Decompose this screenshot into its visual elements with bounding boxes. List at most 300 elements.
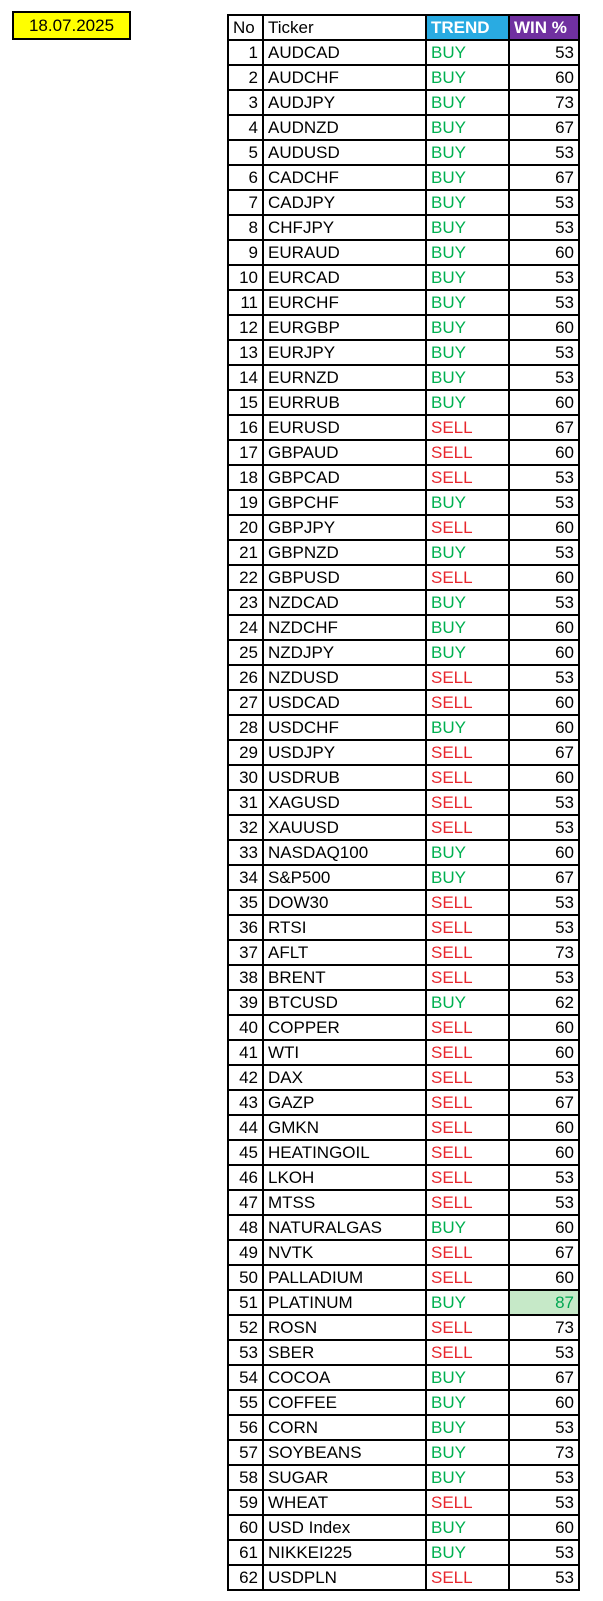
cell-win: 53 — [509, 1565, 579, 1590]
table-row — [228, 490, 579, 515]
cell-win: 73 — [509, 1315, 579, 1340]
cell-win: 62 — [509, 990, 579, 1015]
cell-win: 67 — [509, 415, 579, 440]
cell-win: 73 — [509, 1440, 579, 1465]
cell-win: 53 — [509, 1165, 579, 1190]
cell-trend: BUY — [426, 340, 509, 365]
cell-trend: BUY — [426, 1440, 509, 1465]
cell-no: 44 — [228, 1115, 263, 1140]
cell-trend: BUY — [426, 1540, 509, 1565]
cell-no: 32 — [228, 815, 263, 840]
cell-ticker: CORN — [263, 1415, 426, 1440]
cell-trend: SELL — [426, 1190, 509, 1215]
table-row — [228, 1490, 579, 1515]
cell-trend: BUY — [426, 540, 509, 565]
cell-no: 33 — [228, 840, 263, 865]
cell-trend: BUY — [426, 90, 509, 115]
cell-win: 60 — [509, 515, 579, 540]
table-row — [228, 240, 579, 265]
table-row — [228, 590, 579, 615]
cell-win: 53 — [509, 1190, 579, 1215]
cell-ticker: NATURALGAS — [263, 1215, 426, 1240]
cell-trend: BUY — [426, 65, 509, 90]
column-header-no: No — [228, 15, 263, 40]
cell-ticker: CADCHF — [263, 165, 426, 190]
cell-win: 53 — [509, 665, 579, 690]
cell-ticker: MTSS — [263, 1190, 426, 1215]
table-row — [228, 1290, 579, 1315]
cell-ticker: AUDJPY — [263, 90, 426, 115]
cell-no: 6 — [228, 165, 263, 190]
cell-no: 40 — [228, 1015, 263, 1040]
table-row — [228, 515, 579, 540]
cell-ticker: GBPCHF — [263, 490, 426, 515]
cell-win: 60 — [509, 1265, 579, 1290]
cell-no: 10 — [228, 265, 263, 290]
table-row — [228, 265, 579, 290]
cell-trend: SELL — [426, 515, 509, 540]
cell-trend: SELL — [426, 1040, 509, 1065]
cell-ticker: NZDCHF — [263, 615, 426, 640]
cell-no: 17 — [228, 440, 263, 465]
cell-no: 45 — [228, 1140, 263, 1165]
table-row — [228, 940, 579, 965]
table-row — [228, 1240, 579, 1265]
cell-win: 60 — [509, 1215, 579, 1240]
cell-no: 42 — [228, 1065, 263, 1090]
cell-trend: BUY — [426, 840, 509, 865]
cell-ticker: EURCHF — [263, 290, 426, 315]
cell-win: 60 — [509, 390, 579, 415]
cell-win: 53 — [509, 365, 579, 390]
cell-ticker: NIKKEI225 — [263, 1540, 426, 1565]
cell-no: 47 — [228, 1190, 263, 1215]
cell-no: 14 — [228, 365, 263, 390]
cell-ticker: COPPER — [263, 1015, 426, 1040]
table-row — [228, 565, 579, 590]
cell-trend: BUY — [426, 490, 509, 515]
cell-no: 34 — [228, 865, 263, 890]
table-row — [228, 1115, 579, 1140]
cell-no: 36 — [228, 915, 263, 940]
cell-win: 53 — [509, 1465, 579, 1490]
cell-trend: BUY — [426, 240, 509, 265]
cell-ticker: LKOH — [263, 1165, 426, 1190]
table-row — [228, 665, 579, 690]
cell-win: 60 — [509, 440, 579, 465]
cell-trend: SELL — [426, 1240, 509, 1265]
cell-trend: SELL — [426, 1090, 509, 1115]
cell-ticker: WTI — [263, 1040, 426, 1065]
cell-ticker: AUDCAD — [263, 40, 426, 65]
cell-trend: SELL — [426, 765, 509, 790]
table-row — [228, 840, 579, 865]
cell-win: 53 — [509, 340, 579, 365]
cell-trend: SELL — [426, 690, 509, 715]
cell-win: 53 — [509, 890, 579, 915]
cell-trend: BUY — [426, 715, 509, 740]
cell-win: 87 — [509, 1290, 579, 1315]
cell-ticker: GBPAUD — [263, 440, 426, 465]
cell-trend: BUY — [426, 1515, 509, 1540]
cell-ticker: EURGBP — [263, 315, 426, 340]
cell-trend: SELL — [426, 665, 509, 690]
cell-win: 60 — [509, 565, 579, 590]
cell-no: 58 — [228, 1465, 263, 1490]
cell-ticker: AUDNZD — [263, 115, 426, 140]
cell-trend: BUY — [426, 190, 509, 215]
cell-ticker: S&P500 — [263, 865, 426, 890]
cell-trend: BUY — [426, 1390, 509, 1415]
cell-win: 60 — [509, 1390, 579, 1415]
table-row — [228, 365, 579, 390]
table-row — [228, 1340, 579, 1365]
cell-ticker: EURNZD — [263, 365, 426, 390]
table-row — [228, 1140, 579, 1165]
cell-no: 25 — [228, 640, 263, 665]
cell-ticker: XAUUSD — [263, 815, 426, 840]
cell-ticker: EURAUD — [263, 240, 426, 265]
table-row — [228, 1515, 579, 1540]
cell-no: 24 — [228, 615, 263, 640]
cell-ticker: RTSI — [263, 915, 426, 940]
cell-no: 21 — [228, 540, 263, 565]
cell-win: 60 — [509, 1115, 579, 1140]
cell-no: 4 — [228, 115, 263, 140]
cell-no: 3 — [228, 90, 263, 115]
table-row — [228, 865, 579, 890]
cell-trend: SELL — [426, 940, 509, 965]
table-body — [228, 40, 579, 1590]
cell-ticker: CHFJPY — [263, 215, 426, 240]
cell-win: 60 — [509, 1140, 579, 1165]
cell-no: 61 — [228, 1540, 263, 1565]
table-row — [228, 465, 579, 490]
signals-table — [227, 14, 580, 1591]
cell-ticker: DAX — [263, 1065, 426, 1090]
cell-win: 60 — [509, 1515, 579, 1540]
date-badge: 18.07.2025 — [12, 11, 131, 40]
table-row — [228, 415, 579, 440]
table-row — [228, 965, 579, 990]
cell-no: 2 — [228, 65, 263, 90]
cell-win: 73 — [509, 940, 579, 965]
cell-trend: BUY — [426, 590, 509, 615]
cell-trend: SELL — [426, 915, 509, 940]
cell-ticker: USDRUB — [263, 765, 426, 790]
cell-no: 37 — [228, 940, 263, 965]
cell-no: 26 — [228, 665, 263, 690]
cell-ticker: GBPUSD — [263, 565, 426, 590]
cell-trend: BUY — [426, 1290, 509, 1315]
table-row — [228, 890, 579, 915]
table-row — [228, 1040, 579, 1065]
cell-ticker: NZDCAD — [263, 590, 426, 615]
cell-ticker: COFFEE — [263, 1390, 426, 1415]
cell-trend: SELL — [426, 740, 509, 765]
cell-win: 60 — [509, 1040, 579, 1065]
cell-no: 27 — [228, 690, 263, 715]
cell-trend: BUY — [426, 615, 509, 640]
cell-ticker: HEATINGOIL — [263, 1140, 426, 1165]
cell-ticker: SUGAR — [263, 1465, 426, 1490]
cell-no: 53 — [228, 1340, 263, 1365]
cell-trend: BUY — [426, 865, 509, 890]
cell-trend: BUY — [426, 265, 509, 290]
cell-trend: BUY — [426, 290, 509, 315]
cell-win: 60 — [509, 1015, 579, 1040]
cell-no: 7 — [228, 190, 263, 215]
cell-win: 53 — [509, 590, 579, 615]
cell-ticker: ROSN — [263, 1315, 426, 1340]
cell-trend: SELL — [426, 415, 509, 440]
cell-win: 53 — [509, 915, 579, 940]
table-row — [228, 165, 579, 190]
table-row — [228, 315, 579, 340]
cell-win: 67 — [509, 165, 579, 190]
cell-no: 12 — [228, 315, 263, 340]
cell-trend: BUY — [426, 215, 509, 240]
cell-ticker: PLATINUM — [263, 1290, 426, 1315]
cell-no: 59 — [228, 1490, 263, 1515]
table-row — [228, 815, 579, 840]
cell-ticker: GBPCAD — [263, 465, 426, 490]
cell-ticker: DOW30 — [263, 890, 426, 915]
cell-trend: BUY — [426, 640, 509, 665]
cell-trend: SELL — [426, 890, 509, 915]
cell-win: 53 — [509, 790, 579, 815]
table-row — [228, 990, 579, 1015]
cell-win: 53 — [509, 1340, 579, 1365]
cell-no: 35 — [228, 890, 263, 915]
cell-ticker: GMKN — [263, 1115, 426, 1140]
table-row — [228, 190, 579, 215]
cell-trend: BUY — [426, 1365, 509, 1390]
cell-win: 60 — [509, 765, 579, 790]
cell-ticker: AUDCHF — [263, 65, 426, 90]
table-row — [228, 1015, 579, 1040]
cell-win: 73 — [509, 90, 579, 115]
table-row — [228, 1315, 579, 1340]
cell-no: 62 — [228, 1565, 263, 1590]
cell-win: 60 — [509, 840, 579, 865]
cell-ticker: GAZP — [263, 1090, 426, 1115]
cell-no: 15 — [228, 390, 263, 415]
cell-trend: SELL — [426, 790, 509, 815]
cell-ticker: NVTK — [263, 1240, 426, 1265]
table-row — [228, 790, 579, 815]
cell-trend: SELL — [426, 565, 509, 590]
cell-no: 48 — [228, 1215, 263, 1240]
table-row — [228, 65, 579, 90]
cell-no: 49 — [228, 1240, 263, 1265]
cell-no: 54 — [228, 1365, 263, 1390]
cell-ticker: USDPLN — [263, 1565, 426, 1590]
table-row — [228, 540, 579, 565]
table-row — [228, 1565, 579, 1590]
cell-win: 53 — [509, 1065, 579, 1090]
cell-ticker: GBPJPY — [263, 515, 426, 540]
cell-win: 60 — [509, 315, 579, 340]
cell-win: 60 — [509, 65, 579, 90]
cell-ticker: CADJPY — [263, 190, 426, 215]
cell-no: 29 — [228, 740, 263, 765]
table-row — [228, 115, 579, 140]
table-row — [228, 1440, 579, 1465]
cell-trend: BUY — [426, 365, 509, 390]
cell-win: 53 — [509, 540, 579, 565]
cell-win: 53 — [509, 290, 579, 315]
table-row — [228, 1215, 579, 1240]
cell-ticker: USDJPY — [263, 740, 426, 765]
cell-trend: BUY — [426, 315, 509, 340]
cell-win: 53 — [509, 965, 579, 990]
table-header — [228, 15, 579, 40]
cell-win: 67 — [509, 115, 579, 140]
cell-no: 30 — [228, 765, 263, 790]
cell-no: 57 — [228, 1440, 263, 1465]
table-row — [228, 340, 579, 365]
cell-ticker: EURJPY — [263, 340, 426, 365]
table-row — [228, 690, 579, 715]
cell-ticker: SBER — [263, 1340, 426, 1365]
cell-trend: SELL — [426, 1490, 509, 1515]
table-row — [228, 1390, 579, 1415]
cell-no: 8 — [228, 215, 263, 240]
table-row — [228, 140, 579, 165]
cell-ticker: WHEAT — [263, 1490, 426, 1515]
table-row — [228, 1165, 579, 1190]
table-row — [228, 40, 579, 65]
cell-no: 43 — [228, 1090, 263, 1115]
cell-win: 60 — [509, 640, 579, 665]
cell-ticker: EURRUB — [263, 390, 426, 415]
cell-trend: SELL — [426, 1015, 509, 1040]
cell-ticker: BRENT — [263, 965, 426, 990]
cell-trend: SELL — [426, 440, 509, 465]
cell-win: 53 — [509, 1490, 579, 1515]
cell-win: 53 — [509, 190, 579, 215]
cell-trend: SELL — [426, 1115, 509, 1140]
table-row — [228, 765, 579, 790]
cell-ticker: NZDUSD — [263, 665, 426, 690]
cell-ticker: AUDUSD — [263, 140, 426, 165]
cell-trend: BUY — [426, 1415, 509, 1440]
cell-trend: SELL — [426, 815, 509, 840]
table-row — [228, 390, 579, 415]
cell-win: 53 — [509, 815, 579, 840]
cell-no: 31 — [228, 790, 263, 815]
cell-trend: BUY — [426, 1215, 509, 1240]
cell-trend: BUY — [426, 990, 509, 1015]
table-row — [228, 1415, 579, 1440]
table-row — [228, 1190, 579, 1215]
cell-ticker: PALLADIUM — [263, 1265, 426, 1290]
cell-ticker: AFLT — [263, 940, 426, 965]
cell-trend: BUY — [426, 1465, 509, 1490]
cell-ticker: NZDJPY — [263, 640, 426, 665]
cell-trend: BUY — [426, 40, 509, 65]
cell-no: 46 — [228, 1165, 263, 1190]
table-row — [228, 440, 579, 465]
cell-no: 50 — [228, 1265, 263, 1290]
cell-win: 53 — [509, 490, 579, 515]
cell-win: 60 — [509, 715, 579, 740]
cell-ticker: USDCAD — [263, 690, 426, 715]
cell-win: 60 — [509, 615, 579, 640]
cell-no: 39 — [228, 990, 263, 1015]
cell-trend: SELL — [426, 465, 509, 490]
cell-trend: SELL — [426, 1165, 509, 1190]
cell-win: 53 — [509, 465, 579, 490]
cell-no: 55 — [228, 1390, 263, 1415]
table-row — [228, 1540, 579, 1565]
cell-no: 16 — [228, 415, 263, 440]
table-row — [228, 715, 579, 740]
cell-trend: SELL — [426, 1265, 509, 1290]
cell-ticker: NASDAQ100 — [263, 840, 426, 865]
cell-ticker: XAGUSD — [263, 790, 426, 815]
cell-trend: SELL — [426, 1340, 509, 1365]
cell-win: 53 — [509, 140, 579, 165]
cell-no: 23 — [228, 590, 263, 615]
cell-trend: SELL — [426, 965, 509, 990]
cell-ticker: EURUSD — [263, 415, 426, 440]
header-row — [228, 15, 579, 40]
cell-ticker: BTCUSD — [263, 990, 426, 1015]
cell-no: 11 — [228, 290, 263, 315]
cell-trend: BUY — [426, 140, 509, 165]
cell-no: 38 — [228, 965, 263, 990]
cell-no: 1 — [228, 40, 263, 65]
cell-no: 13 — [228, 340, 263, 365]
cell-no: 41 — [228, 1040, 263, 1065]
cell-win: 53 — [509, 1540, 579, 1565]
cell-win: 67 — [509, 1090, 579, 1115]
cell-no: 18 — [228, 465, 263, 490]
cell-ticker: SOYBEANS — [263, 1440, 426, 1465]
cell-trend: SELL — [426, 1315, 509, 1340]
cell-no: 28 — [228, 715, 263, 740]
cell-ticker: USD Index — [263, 1515, 426, 1540]
table-row — [228, 290, 579, 315]
cell-win: 53 — [509, 215, 579, 240]
table-row — [228, 1365, 579, 1390]
column-header-win: WIN % — [509, 15, 579, 40]
cell-ticker: EURCAD — [263, 265, 426, 290]
cell-no: 60 — [228, 1515, 263, 1540]
cell-no: 9 — [228, 240, 263, 265]
cell-ticker: COCOA — [263, 1365, 426, 1390]
table-row — [228, 1090, 579, 1115]
cell-no: 52 — [228, 1315, 263, 1340]
table-row — [228, 1265, 579, 1290]
cell-no: 20 — [228, 515, 263, 540]
cell-win: 53 — [509, 1415, 579, 1440]
cell-trend: SELL — [426, 1565, 509, 1590]
table-row — [228, 740, 579, 765]
cell-trend: BUY — [426, 115, 509, 140]
table-row — [228, 90, 579, 115]
cell-win: 67 — [509, 740, 579, 765]
column-header-trend: TREND — [426, 15, 509, 40]
cell-no: 56 — [228, 1415, 263, 1440]
cell-ticker: USDCHF — [263, 715, 426, 740]
cell-no: 5 — [228, 140, 263, 165]
cell-trend: SELL — [426, 1065, 509, 1090]
cell-no: 19 — [228, 490, 263, 515]
table-row — [228, 915, 579, 940]
